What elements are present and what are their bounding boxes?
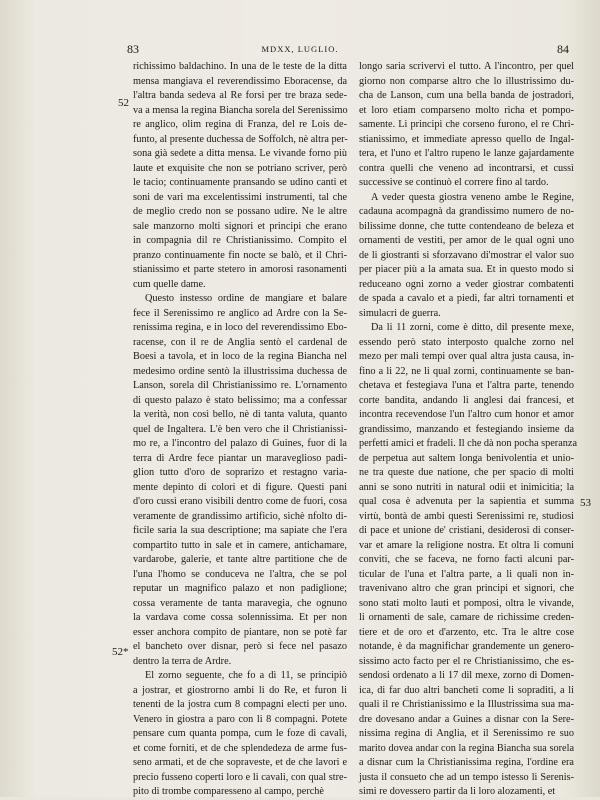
text-line: justa il consueto che ad un tempo istesso li Serenis-	[359, 771, 574, 783]
text-line: precio fusseno coperti loro e li cavali, con qual stre-	[133, 771, 347, 783]
text-line: in compagnia dil re Christianissimo. Compito el	[133, 235, 347, 246]
text-line: seno armati, et de che sopraveste, et de che lavori e	[133, 757, 347, 768]
text-line: Lanson, sorela dil Christianissimo re. L'ornamento	[133, 380, 347, 391]
text-line: de meglio credo non se possano udire. Ne le altre	[133, 206, 347, 217]
text-line: la vardava come cossa solennissima. Et per non	[133, 612, 347, 623]
text-line: terra di Ardre fece piantar un maraveglioso padi-	[133, 452, 347, 464]
text-line: simi re dovessero partir da li loro alozamenti, et	[359, 786, 556, 797]
text-line: dre dovesano andar a Guines a disnar con la Sere-	[359, 713, 574, 725]
text-line: pito di trombe comparesseno al campo, perchè	[133, 786, 324, 797]
text-line: de li giostranti si sforzavano di'mostrar el valor suo	[359, 249, 574, 261]
text-line: el bancheto over disnar, però si fece nel pasazo	[133, 641, 347, 652]
text-line: mo re, a l'incontro del palazo di Guines, fuor di la	[133, 438, 347, 449]
text-line: dentro la terra de Ardre.	[133, 655, 232, 667]
text-line: Da li 11 zorni, come è ditto, dil presente mexe,	[371, 322, 574, 333]
text-line: soni de vari ma excelentissimi instrumenti, tal che	[133, 191, 347, 203]
text-line: perfetti amici et fradeli. Il che dà non pocha speranza	[359, 438, 577, 449]
text-line: successive se continuò el correre fino al tardo.	[359, 177, 549, 188]
text-line: reputar un magnifico palazo et non padiglione;	[133, 583, 347, 594]
text-line: li ornamenti de sale, camare de richissime creden-	[359, 612, 574, 623]
margin-note-left-second: 52*	[112, 646, 129, 658]
text-line: El zorno seguente, che fo a dì 11, se principiò	[145, 670, 347, 681]
text-line: marito dovea andar con la regina Biancha sua sorela	[359, 742, 574, 754]
text-line: cha de Lanson, cum una bella banda de jostradori,	[359, 90, 574, 101]
text-line: notande, è da magnifichar grandemente un genero-	[359, 641, 574, 652]
text-line: Questo instesso ordine de mangiare et balare	[145, 293, 347, 304]
text-line: corte bandita, andando li anglesi dai francesi, et	[359, 394, 574, 406]
text-line: fino a li 22, ne li qual zorni, continuamente se ban-	[359, 365, 574, 377]
text-line: a disnar cum la Christianissima regina, l'ordine era	[359, 757, 574, 768]
text-line: la verità, non così bello, nè di tanta valuta, quanto	[133, 409, 347, 420]
text-line: de perpetua aut saltem longa benivolentia et unio-	[359, 452, 574, 464]
text-line: longo saria scrivervi el tutto. A l'incontro, per quel	[359, 61, 574, 72]
text-line: laute et exquisite che non se potriano scriver, però	[133, 162, 347, 174]
right-page-number: 84	[557, 42, 569, 56]
text-line: et come forniti, et de che splendedeza de arme fus-	[133, 742, 347, 754]
text-line: a jostrar, et giostrorno ambi li do Re, et furon li	[133, 684, 347, 696]
text-line: de spada a cavalo et a piedi, far altri tornamenti et	[359, 293, 574, 304]
text-line: mensa mangiava el reverendissimo Eboracense, da	[133, 75, 347, 87]
text-line: ne tra queste due natione, che per spacio di molti	[359, 467, 574, 478]
text-line: Boesi a tavola, et in loco de la regina Biancha nel	[133, 351, 347, 362]
text-line: di questo palazo è stato belissimo; ma a confessar	[133, 394, 347, 406]
text-line: bilissime donne, che tutte contendeano de beleza et	[359, 220, 574, 232]
text-line: va a mensa la regina Biancha sorela del Serenissimo	[133, 104, 348, 116]
text-line: compartito tutto in sale et in camere, antichamare,	[133, 539, 347, 551]
text-line: grandissimo, manzando et festegiando insieme da	[359, 423, 574, 435]
text-line: simulacri de guerra.	[359, 307, 441, 319]
text-line: stianissimo et parte stetero in amorosi rasonamenti	[133, 264, 347, 275]
text-line: le tacio; continuamente pransando se udino canti et	[133, 177, 347, 188]
running-head: MDXX, LUGLIO.	[261, 44, 339, 54]
text-line: tenenti de la jostra cum 8 compagni electi per uno.	[133, 699, 347, 710]
text-line: sono stati molto lauti et pomposi, oltra le vivande,	[359, 597, 574, 609]
text-line: nissima regina di Anglia, et il Serenissimo re suo	[359, 728, 574, 739]
left-page-number: 83	[127, 42, 139, 56]
margin-note-right: 53	[580, 497, 591, 509]
text-line: quel de Ingaltera. L'è ben vero che il Christianissi-	[133, 423, 347, 435]
right-text-column	[359, 60, 577, 800]
text-line: pranzo continuamente fin nocte se balò, et il Chri-	[133, 249, 347, 261]
text-line: ornamenti de vestiti, per amor de le qual ogni uno	[359, 235, 574, 246]
text-line: veramente de grandissimo artificio, sichè nfolto di-	[133, 510, 347, 522]
text-line: stianissimo, et immediate apresso quello de Ingal-	[359, 133, 574, 145]
text-line: qual cosa è advenuta per la sapientia et summa	[359, 496, 574, 507]
text-line: mezo per mali tempi over qual altra justa causa, in-	[359, 351, 574, 362]
text-line: Venero in giostra a paro con li 8 compagni. Potete	[133, 713, 347, 725]
text-line: ticular de l'una et l'altra parte, a li quali non in-	[359, 568, 574, 580]
text-line: esser anchora compito de piantare, non se potè far	[133, 626, 347, 638]
text-line: sissimo acto facto per el re Christianissimo, che es-	[359, 655, 574, 667]
text-line: anni se sono nutriti in natural odii et inimicitia; la	[359, 481, 574, 493]
text-line: cadauna acompagnà da grandissimo numero de no-	[359, 206, 574, 217]
text-line: incontra recevendose l'un l'altro cum honor et amor	[359, 409, 574, 420]
text-line: ficile saria la sua descriptione; ma sapiate che l'era	[133, 525, 347, 536]
text-line: samente. Li principi che corseno furono, el re Chri-	[359, 119, 574, 130]
text-line: per piacer più a la amata sua. Et in questo modo si	[359, 264, 574, 275]
text-line: glion tutto d'oro de soprarizo et restagno varia-	[133, 467, 347, 478]
text-line: fece il Serenissimo re anglico ad Ardre con la Se-	[133, 307, 347, 319]
text-line: A veder questa giostra veneno ambe le Regine,	[371, 191, 574, 203]
text-line: et loro etiam comparseno molto richa et pompo-	[359, 104, 574, 116]
text-line: virtù, bontà de ambi questi Serenissimi re, studiosi	[359, 510, 574, 522]
text-line: conviti, che se faceva, ne forno facti alcuni par-	[359, 554, 574, 565]
text-line: cossa veramente de tanta maravegia, che ognuno	[133, 597, 347, 609]
text-line: mente depinto di colori et di figure. Questi pani	[133, 481, 347, 493]
text-line: di pace et unione de' cristiani, desiderosi di conser-	[359, 525, 574, 536]
text-line: reduceano ogni zorno a veder giostrar combatenti	[359, 278, 574, 290]
text-line: pensare cum quanta pompa, cum le foze di cavali,	[133, 728, 347, 739]
margin-note-left-first: 52	[118, 97, 129, 109]
text-line: travenivano altro che gran principi et signori, che	[359, 583, 574, 594]
text-line: giorno non comparse altro che lo illustrissimo du-	[359, 75, 574, 87]
text-line: tera, et l'uno et l'altro rupeno le lanze gajardamente	[359, 148, 574, 159]
text-line: quali il re Christianissimo e la Illustrissima sua ma-	[359, 699, 574, 710]
text-line: funto, al presente duchessa de Soffolch, nè altra per-	[133, 133, 348, 145]
text-line: sale manzorno molti signori et principi che erano	[133, 220, 347, 232]
text-line: richissimo baldachino. In una de le teste de la ditta	[133, 61, 347, 72]
text-line: var et amare la religione nostra. Et oltra li comuni	[359, 539, 574, 551]
page-header	[0, 42, 600, 56]
text-line: ica, di far duo altri bancheti come li sopraditi, a li	[359, 684, 574, 696]
text-line: re anglico, olim regina di Franza, del re Lois de-	[133, 119, 347, 130]
text-line: vardarobe, galerie, et tante altre partitione che de	[133, 554, 347, 565]
text-line: sona già sedete a ditta mensa. Le vivande forno più	[133, 148, 347, 159]
text-line: essendo però stato interposto qualche zorno nel	[359, 336, 574, 348]
left-text-column	[133, 60, 347, 800]
text-line: cum quelle dame.	[133, 278, 206, 290]
text-line: racense, con il re de Anglia sentò el cardenal de	[133, 336, 347, 348]
text-line: l'una l'homo se conduceva ne l'altra, che se pol	[133, 568, 347, 580]
text-line: renissima regina, e in loco del reverendissimo Ebo-	[133, 322, 347, 333]
text-line: l'altra banda sedeva al Re forsi per tre braza sede-	[133, 90, 347, 101]
text-line: chetava et festegiava l'una et l'altra parte, tenendo	[359, 380, 574, 391]
text-line: tiere et de oro et d'arzento, etc. Tra le altre cose	[359, 626, 574, 638]
text-line: contra quelli che veneno ad incontrarsi, et cussì	[359, 162, 574, 174]
text-line: sendosi ordenato a li 17 dil mexe, zorno di Domen-	[359, 670, 574, 681]
text-line: medesimo ordine sentò la illustrissima duchessa de	[133, 365, 347, 377]
text-line: d'oro cussì erano visibili dentro come de fuori, cosa	[133, 496, 347, 507]
